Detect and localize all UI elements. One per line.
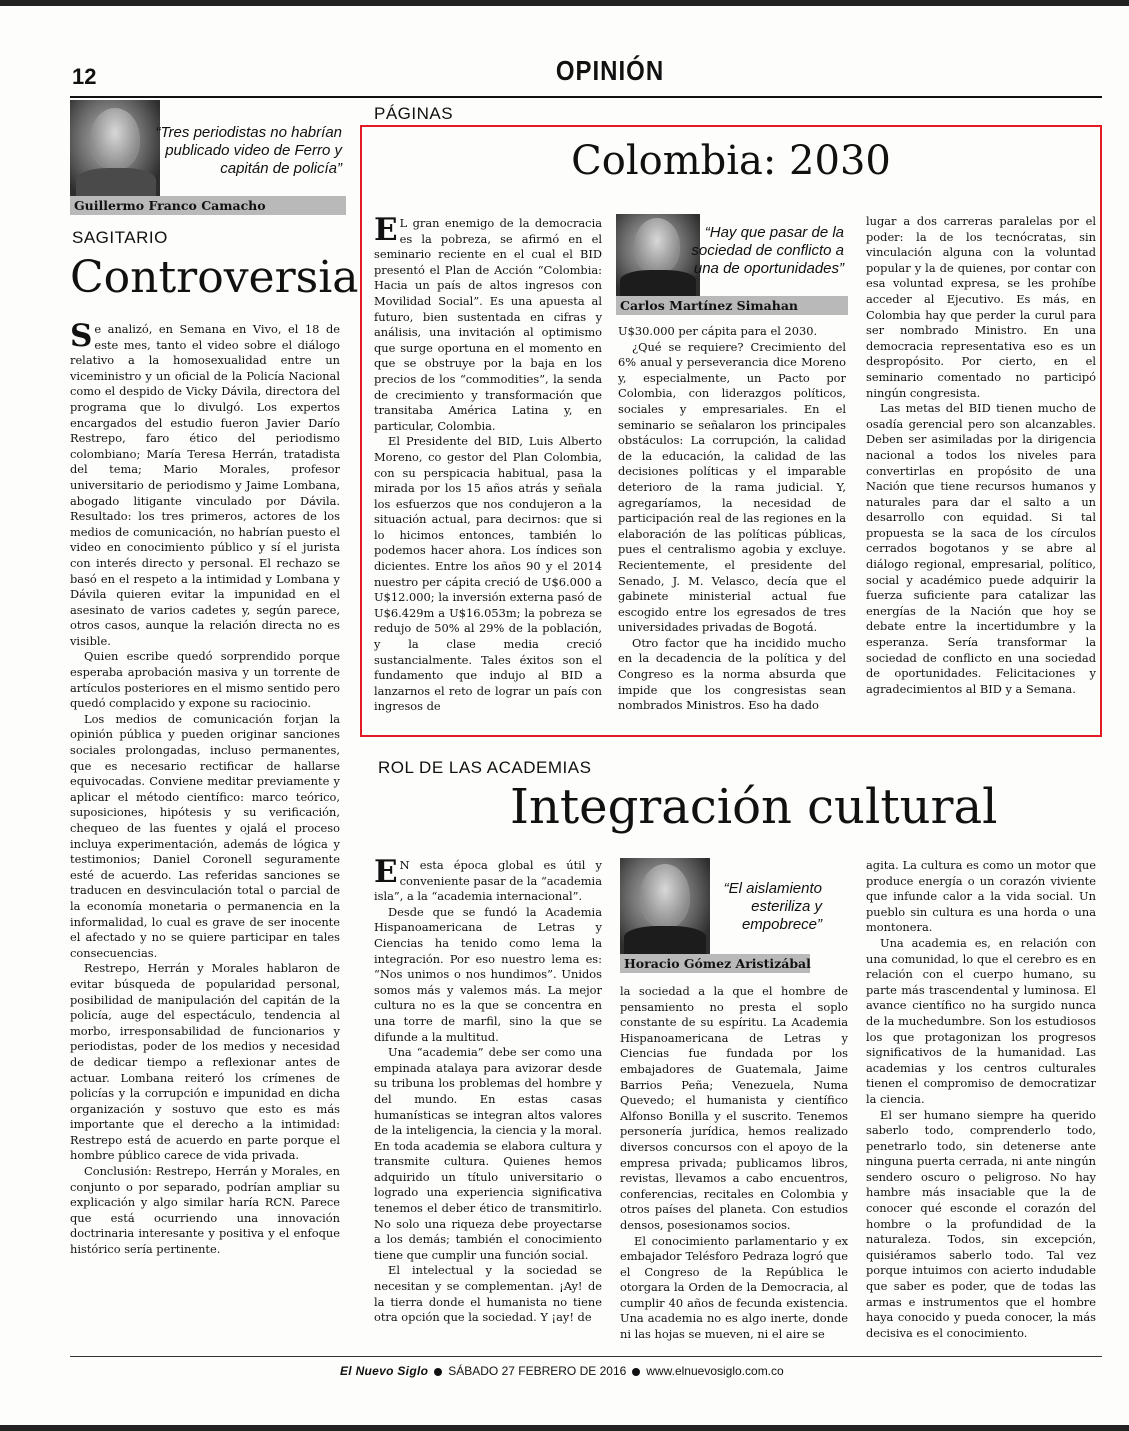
author-byline-franco: Guillermo Franco Camacho (70, 196, 346, 215)
column-kicker-paginas: PÁGINAS (374, 104, 454, 123)
author-byline-gomez: Horacio Gómez Aristizábal (620, 954, 810, 973)
article-title-colombia-2030: Colombia: 2030 (571, 138, 891, 184)
paragraph: Los medios de comunicación forjan la opinión pública y pueden originar sanciones sociales prolongadas, incluso permanentes, que es necesario rectificar de hallarse equivocadas. Conviene meditar previamente y aplicar el método científico: marco teórico, suposiciones, hipótesis y su verificación, chequeo de las fuentes y ojalá el proceso incluya experimentación, además de lógica y testimonios; Daniel Coronell seguramente esté de acuerdo. Las referidas sanciones se traducen en desvinculación total o parcial de la economía monetaria o permanencia en la informalidad, lo cual es grave de ser inocente el afectado y no se quiere participar en tales consecuencias. (70, 711, 340, 960)
page-number: 12 (72, 64, 97, 89)
drop-cap: S (70, 318, 93, 354)
footer-url[interactable]: www.elnuevosiglo.com.co (646, 1364, 784, 1378)
paragraph: Desde que se fundó la Academia Hispanoamericana de Letras y Ciencias ha tenido como lema la integración. Por eso nuestro lema es: “Nos unimos o nos hundimos”. Unidos somos más y valemos más. La mejor cultura no es la que se concentra en una torre de marfil, sino la que se difunde a la multitud. (374, 904, 602, 1044)
article-body-integracion-col2 (620, 984, 848, 1343)
article-title-integracion: Integración cultural (510, 779, 998, 835)
paragraph: El conocimiento parlamentario y ex embajador Telésforo Pedraza logró que el Congreso de la República le otorgara la Orden de la Democracia, al cumplir 40 años de fecunda existencia. Una academia no es algo inerte, donde ni las hojas se mueven, ni el aire se (620, 1233, 848, 1342)
paragraph: Restrepo, Herrán y Morales hablaron de evitar búsqueda de popularidad personal, posibilidad de manipulación del capitán de la policía, auge del espectáculo, tendencia al morbo, irresponsabilidad de funcionarios y periodistas, poder de los medios y necesidad de dedicar tiempo a reflexionar antes de actuar. Lombana reiteró los crímenes de policías y la corrupción e impunidad en dicha organización y sostuvo que esto es más importante que el derecho a la intimidad: Restrepo está de acuerdo en parte porque el hombre público carece de vida privada. (70, 961, 340, 1163)
article-body-colombia-col1 (374, 212, 602, 715)
article-body-colombia-col2 (618, 324, 846, 714)
scan-edge-bottom (0, 1425, 1129, 1431)
drop-cap: E (374, 212, 398, 248)
paragraph: U$30.000 per cápita para el 2030. (618, 324, 818, 338)
paragraph: Otro factor que ha incidido mucho en la decadencia de la política y del Congreso es la norma absurda que impide que los congresistas sean nombrados Ministros. Eso ha dado (618, 635, 846, 713)
bullet-icon (632, 1368, 640, 1376)
footer-rule (70, 1356, 1102, 1357)
header-rule (70, 96, 1102, 98)
author-byline-martinez: Carlos Martínez Simahan (616, 296, 848, 315)
author-photo-franco (70, 100, 160, 198)
article-title-controversia: Controversia (70, 252, 359, 303)
bullet-icon (434, 1368, 442, 1376)
article-body-controversia (70, 318, 340, 1258)
pull-quote-martinez: “Hay que pasar de la sociedad de conflicto a una de oportunidades” (691, 224, 844, 277)
paragraph: la sociedad a la que el hombre de pensamiento no presta el soplo constante de su espíritu. La Academia Hispanoamericana de Letras y Ciencias fue fundada por los embajadores de Guatemala, Jaime Barrios Peña; Venezuela, Numa Quevedo; el humanista y científico Alfonso Bonilla y el suscrito. Tenemos personería jurídica, hemos realizado diversos concursos con el apoyo de la empresa privada; publicamos libros, revistas, llevamos a cabo encuentros, conferencias, recitales en Colombia y otros países del planeta. Con estudios densos, posesionamos socios. (620, 984, 848, 1232)
paragraph: lugar a dos carreras paralelas por el poder: la de los tecnócratas, sin vinculación alguna con la voluntad popular y la de quienes, por contar con esa voluntad expresa, se les prohíbe acceder al Ejecutivo. Es más, en Colombia hay que perder la curul para ser nombrado Ministro. En una democracia representativa eso es un despropósito. Por cierto, en el seminario comentado no participó ningún congresista. (866, 214, 1096, 400)
drop-cap: E (374, 854, 398, 890)
paragraph: El Presidente del BID, Luis Alberto Moreno, co gestor del Plan Colombia, con su perspicacia habitual, pasa la mirada por los 15 años atrás y señala los esfuerzos que nos condujeron a la situación actual, para decirnos: que si lo hicimos entonces, también lo podemos hacer ahora. Los índices son dicientes. Entre los años 90 y el 2014 nuestro per cápita creció de U$6.000 a U$12.000; la inversión externa pasó de U$6.429m a U$16.053m; la pobreza se redujo de 50% al 29% de la población, y la clase media creció sustancialmente. Tales éxitos son el fundamento que indujo al BID a lanzarnos el reto de lograr un país con ingresos de (374, 434, 602, 714)
newspaper-brand: El Nuevo Siglo (340, 1364, 429, 1378)
paragraph: Quien escribe quedó sorprendido porque esperaba aprobación masiva y un torrente de artículos posteriores en el mismo sentido pero quedó complacido y expone su raciocinio. (70, 649, 340, 711)
paragraph: El intelectual y la sociedad se necesitan y se complementan. ¡Ay! de la tierra donde el humanista no tiene otra opción que la sociedad. Y ¡ay! de (374, 1263, 602, 1325)
paragraph: ¿Qué se requiere? Crecimiento del 6% anual y perseverancia dice Moreno y, especialmente, un Pacto por Colombia, con liderazgos políticos, sociales y empresariales. En el seminario se señalaron los principales obstáculos: La corrupción, la calidad de la educación, la calidad de las decisiones políticas y el imparable deterioro de la rama judicial. Y, agregaríamos, la necesidad de participación real de las regiones en la elaboración de las políticas públicas, pues el centralismo agobia y excluye. Recientemente, el presidente del Senado, J. M. Velasco, decía que el gabinete ministerial actual fue escogido entre los egresados de tres universidades privadas de Bogotá. (618, 339, 846, 635)
page-footer (340, 1364, 784, 1378)
paragraph: Conclusión: Restrepo, Herrán y Morales, en conjunto o por separado, podrían ampliar su explicación y algo similar haría RCN. Parece que está ocurriendo una innovación doctrinaria interesante y positiva y el enfoque histórico sería pertinente. (70, 1164, 340, 1257)
paragraph: Una academia es, en relación con una comunidad, lo que el cerebro es en relación con el cuerpo humano, su parte más trascendental y luminosa. El avance científico no ha surgido nunca de la muchedumbre. Son los estudiosos los que protagonizan los progresos significativos de la humanidad. Las academias y los centros culturales tienen el compromiso de democratizar la ciencia. (866, 935, 1096, 1106)
article-body-integracion-col1 (374, 854, 602, 1326)
footer-date: SÁBADO 27 FEBRERO DE 2016 (448, 1364, 627, 1378)
pull-quote-franco: “Tres periodistas no habrían publicado video de Ferro y capitán de policía” (155, 124, 342, 177)
paragraph: L gran enemigo de la democracia es la pobreza, se afirmó en el seminario reciente en el cual el BID presentó el Plan de Acción “Colombia: Hacia un país de altos ingresos con Movilidad Social”. Es una apuesta al futuro, bien sustentada en cifras y análisis, una invitación al optimismo que surge oportuna en el momento en que se obstruye por la baja en los precios de los “commodities”, la senda de crecimiento y transformación que transitaba América Latina y, en particular, Colombia. (374, 216, 602, 433)
article-body-colombia-col3 (866, 214, 1096, 697)
pull-quote-gomez: “El aislamiento esteriliza y empobrece” (723, 880, 822, 933)
scan-edge-top (0, 0, 1129, 6)
column-kicker-academias: ROL DE LAS ACADEMIAS (378, 758, 592, 777)
paragraph: N esta época global es útil y conveniente pasar de la “academia isla”, a la “academia internacional”. (374, 858, 602, 904)
paragraph: Una “academia” debe ser como una empinada atalaya para avizorar desde su tribuna los problemas del hombre y del mundo. En estas casas humanísticas se integran altos valores de la inteligencia, la ciencia y la moral. En toda academia se elabora cultura y transmite cultura. Quienes hemos adquirido un título universitario o logrado una experiencia significativa tenemos el deber ético de transmitirlo. No solo una riqueza debe proyectarse a los demás; también el conocimiento tiene que cumplir una función social. (374, 1045, 602, 1262)
paragraph: agita. La cultura es como un motor que produce energía o un corazón viviente que infunde calor a la vida social. Un pueblo sin cultura es una horda o una montonera. (866, 858, 1096, 935)
author-photo-gomez (620, 858, 710, 954)
paragraph: e analizó, en Semana en Vivo, el 18 de este mes, tanto el video sobre el diálogo relativo a la homosexualidad entre un viceministro y un oficial de la Policía Nacional como el despido de Vicky Dávila, directora del programa que lo divulgó. Los expertos encargados del estudio fueron Javier Darío Restrepo, faro ético del periodismo colombiano; María Teresa Herrán, tratadista del tema; Mario Morales, profesor universitario de periodismo y Jaime Lombana, abogado litigante vinculado por Dávila. Resultado: los tres primeros, actores de los medios de comunicación, no habrían puesto el video en conocimiento público y sí el jurista con interés directo y personal. El rechazo se basó en el respeto a la intimidad y Lombana y Dávila quieren evitar la impunidad en el asesinato de varios cadetes y, según parece, otros casos, aunque la relación directa no es visible. (70, 322, 340, 648)
paragraph: El ser humano siempre ha querido saberlo todo, comprenderlo todo, penetrarlo todo, sin detenerse ante ninguna puerta cerrada, ni ante ningún sendero oscuro o peligroso. No hay hambre más insaciable que la de conocer qué esconde el corazón del hombre o la profundidad de la naturaleza. Todos, sin excepción, quisiéramos saberlo todo. Tal vez porque intuimos con acierto indudable que saber es poder, que de todas las armas e instrumentos que el hombre haya conocido y pueda conocer, la más decisiva es el conocimiento. (866, 1107, 1096, 1340)
section-title: OPINIÓN (555, 55, 665, 87)
paragraph: Las metas del BID tienen mucho de osadía gerencial pero son alcanzables. Deben ser asimiladas por la dirigencia nacional a todos los niveles para convertirlas en propósito de una Nación que tiene recursos humanos y naturales para dar el salto a un desarrollo con equidad. Si tal propuesta se la saca de los círculos cerrados bogotanos y se abre al diálogo regional, empresarial, político, social y académico puede adquirir la fuerza suficiente para catalizar las energías de la Nación que hoy se debate entre la incertidumbre y la esperanza. Sería transformar la sociedad de conflicto en una sociedad de oportunidades. Felicitaciones y agradecimientos al BID y a Semana. (866, 401, 1096, 696)
column-kicker-sagitario: SAGITARIO (72, 228, 168, 247)
article-body-integracion-col3 (866, 858, 1096, 1341)
